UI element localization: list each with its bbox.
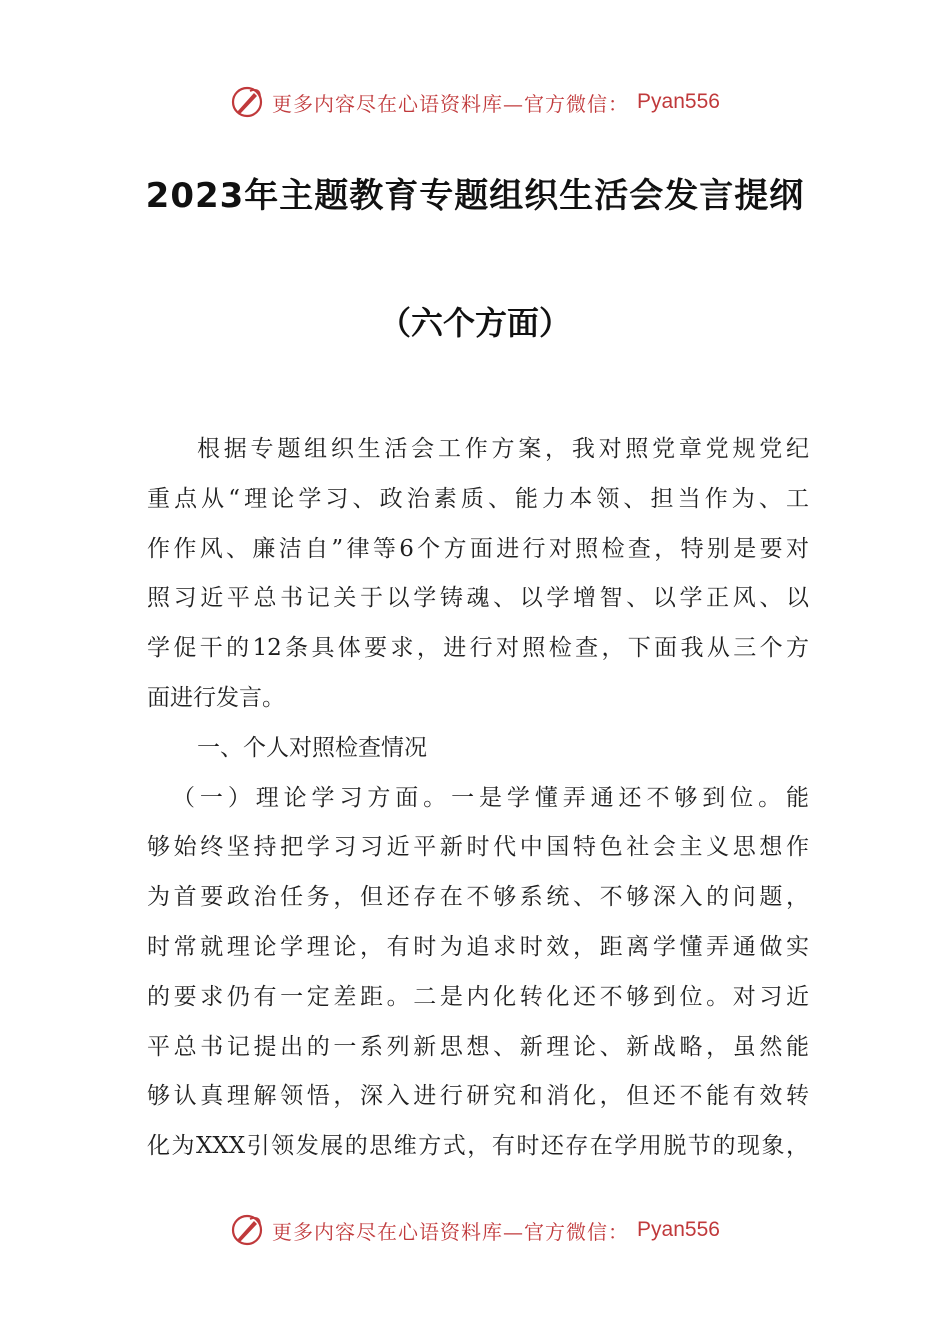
footer-watermark-banner <box>0 1210 950 1250</box>
document-title: 2023年主题教育专题组织生活会发言提纲 <box>145 176 805 216</box>
paragraph-line: 够始终坚持把学习习近平新时代中国特色社会主义思想作 <box>147 834 809 861</box>
section-heading: 一、个人对照检查情况 <box>197 734 427 761</box>
paragraph-line: 作作风、廉洁自”律等6个方面进行对照检查，特别是要对 <box>147 535 809 562</box>
paragraph-line: 为首要政治任务，但还存在不够系统、不够深入的问题， <box>147 884 809 911</box>
document-subtitle: （六个方面） <box>378 304 571 342</box>
watermark-text: 更多内容尽在心语资料库—官方微信： <box>272 1219 630 1244</box>
watermark-text: 更多内容尽在心语资料库—官方微信： <box>272 91 630 116</box>
paragraph-line: 照习近平总书记关于以学铸魂、以学增智、以学正风、以 <box>147 585 809 612</box>
paragraph-line: 够认真理解领悟，深入进行研究和消化，但还不能有效转 <box>147 1083 809 1110</box>
document-body <box>147 425 809 1172</box>
paragraph-line: （一）理论学习方面。一是学懂弄通还不够到位。能 <box>172 784 809 811</box>
watermark-wechat-id: Pyan556 <box>637 1218 720 1241</box>
header-watermark-banner <box>0 82 950 122</box>
paragraph-line: 平总书记提出的一系列新思想、新理论、新战略，虽然能 <box>147 1033 809 1060</box>
pen-circle-logo-icon <box>230 1213 264 1247</box>
paragraph-line: 重点从“理论学习、政治素质、能力本领、担当作为、工 <box>147 485 809 512</box>
paragraph-line: 学促干的12条具体要求，进行对照检查，下面我从三个方 <box>147 635 809 662</box>
pen-circle-logo-icon <box>230 85 264 119</box>
watermark-wechat-id: Pyan556 <box>637 90 720 113</box>
paragraph-line: 的要求仍有一定差距。二是内化转化还不够到位。对习近 <box>147 983 809 1010</box>
paragraph-line: 面进行发言。 <box>147 684 285 711</box>
paragraph-line: 根据专题组织生活会工作方案，我对照党章党规党纪 <box>197 436 809 462</box>
paragraph-line: 时常就理论学理论，有时为追求时效，距离学懂弄通做实 <box>147 933 809 960</box>
paragraph-line: 化为XXX引领发展的思维方式，有时还存在学用脱节的现象， <box>147 1133 809 1160</box>
